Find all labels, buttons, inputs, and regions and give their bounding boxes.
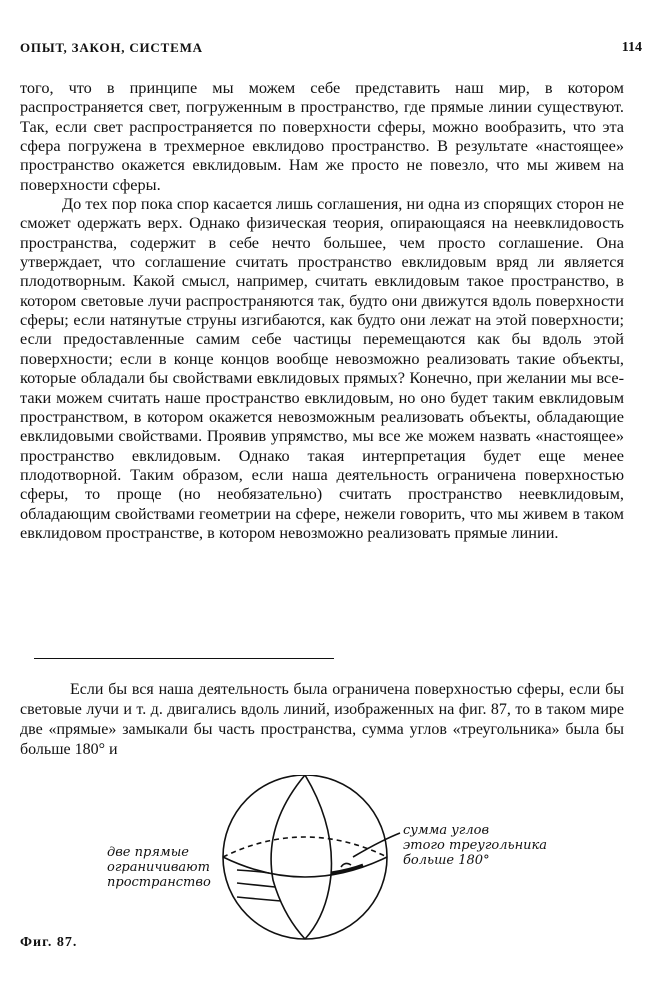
footnote-divider (34, 658, 334, 659)
paragraph: того, что в принципе мы можем себе представить наш мир, в котором распространяется свет, погруженным в пространство, где прямые линии существуют. Так, если свет распространяется по поверхности сферы, можно вообразить, что эта сфера погружена в трехмерное евклидово пространство. В результате «настоящее» пространство окажется евклидовым. Нам же просто не повезло, что мы живем на поверхности сферы. (20, 78, 624, 194)
pointer-right (353, 833, 400, 857)
figure-87 (95, 775, 570, 940)
figure-caption: Фиг. 87. (20, 935, 78, 950)
sphere-outline (223, 775, 387, 939)
right-handwritten-note: сумма углов этого треугольника больше 180° (403, 823, 548, 868)
meridian-right (305, 775, 331, 939)
main-text (20, 78, 624, 542)
running-title: ОПЫТ, ЗАКОН, СИСТЕМА (20, 40, 203, 55)
footnote-text: Если бы вся наша деятельность была ограничена поверхностью сферы, если бы световые лучи и т. д. двигались вдоль линий, изображенных на фиг. 87, то в таком мире две «прямые» замыкали бы часть пространства, сумма углов «треугольника» была бы больше 180° и (20, 681, 624, 758)
pointer-left-2 (237, 883, 275, 887)
equator-front (223, 857, 387, 877)
footnote (20, 680, 624, 760)
left-handwritten-note: две прямые ограничивают пространство (107, 845, 211, 890)
paragraph: До тех пор пока спор касается лишь соглашения, ни одна из спорящих сторон не сможет одержать верх. Однако физическая теория, опирающаяся на неевклидовость пространства, содержит в себе нечто большее, чем просто соглашение. Она утверждает, что соглашение считать пространство евклидовым вряд ли является плодотворным. Какой смысл, например, считать евклидовым такое пространство, в котором световые лучи распространяются так, будто они движутся вдоль поверхности сферы; если натянутые струны изгибаются, как будто они лежат на этой поверхности; если предоставленные самим себе частицы перемещаются как бы вдоль этой поверхности; если в конце концов вообще невозможно реализовать такие объекты, которые обладали бы свойствами евклидовых прямых? Конечно, при желании мы все-таки можем считать наше пространство евклидовым, но оно будет таким евклидовым пространством, в котором окажется невозможным реализовать объекты, обладающие евклидовыми свойствами. Проявив упрямство, мы все же можем назвать «настоящее» пространство евклидовым. Однако такая интерпретация будет еще менее плодотворной. Таким образом, если наша деятельность ограничена поверхностью сферы, то проще (но необязательно) считать пространство неевклидовым, обладающим свойствами геометрии на сфере, нежели говорить, что мы живем в таком евклидовом пространстве, в котором невозможно реализовать прямые линии. (20, 194, 624, 542)
page-number: 114 (621, 40, 642, 55)
equator-back (223, 837, 387, 857)
pointer-left-3 (237, 897, 281, 901)
meridian-left (271, 775, 305, 939)
angle-arc (341, 863, 351, 867)
